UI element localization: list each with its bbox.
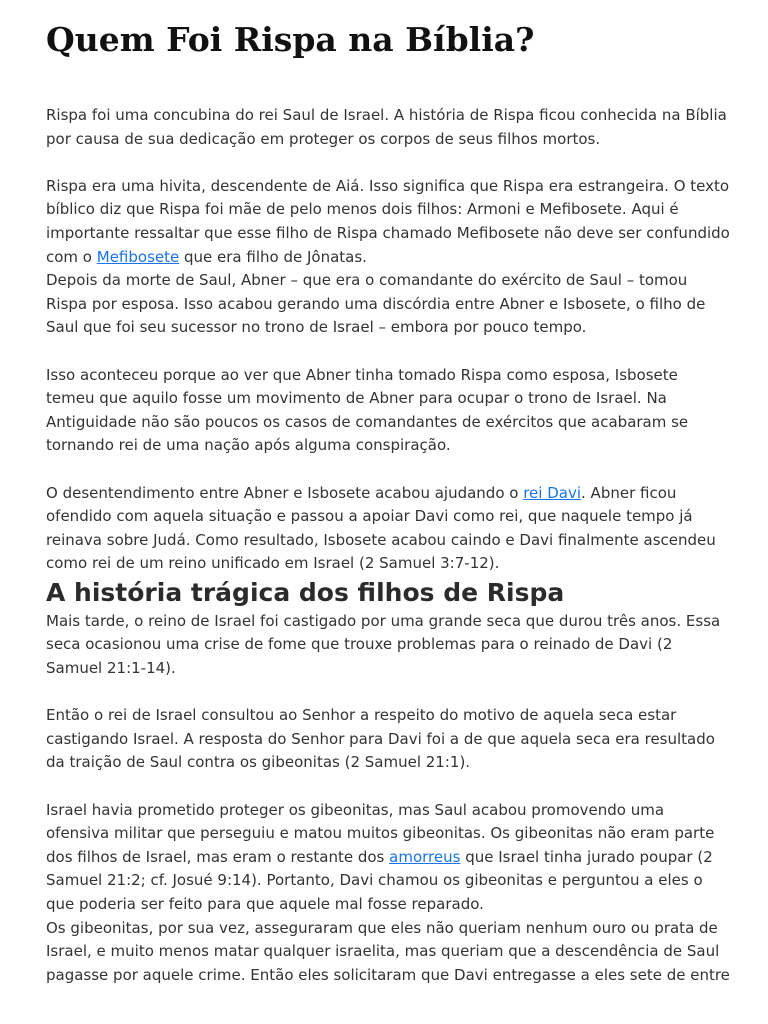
link-mefibosete[interactable]: Mefibosete [96, 247, 180, 266]
paragraph-seca: Mais tarde, o reino de Israel foi castigado por uma grande seca que durou três anos. Essa seca ocasionou uma crise de fome que trouxe problemas para o reinado de Davi (2 Samuel 21:1-14). [46, 611, 721, 678]
paragraph-davi [46, 482, 730, 576]
paragraph-gibeonitas [46, 799, 730, 917]
paragraph-descendencia: Os gibeonitas, por sua vez, asseguraram que eles não queriam nenhum ouro ou prata de Israel, e muito menos matar qualquer israelita, mas queriam que a descendência de Saul pagasse por aquele crime. Então eles solicitaram que Davi entregasse a eles sete de entre [46, 918, 730, 984]
paragraph-gibeonitas-text: Israel havia prometido proteger os gibeonitas, mas Saul acabou promovendo uma ofensiva militar que perseguiu e matou muitos gibeonitas. Os gibeonitas não eram parte dos filhos de Israel, mas eram o restante dos [46, 800, 715, 866]
link-amorreus[interactable]: amorreus [389, 847, 461, 866]
paragraph-origin-text: Rispa era uma hivita, descendente de Aiá. Isso significa que Rispa era estrangeira. O texto bíblico diz que Rispa foi mãe de pelo menos dois filhos: Armoni e Mefibosete. Aqui é importante ressaltar que esse filho de Rispa chamado Mefibosete não deve ser confundido com o [46, 176, 730, 266]
link-rei-davi[interactable]: rei Davi [523, 483, 582, 502]
paragraph-consulta: Então o rei de Israel consultou ao Senhor a respeito do motivo de aquela seca estar castigando Israel. A resposta do Senhor para Davi foi a de que aquela seca era resultado da traição de Saul contra os gibeonitas (2 Samuel 21:1). [46, 706, 715, 772]
section-heading: A história trágica dos filhos de Rispa [46, 577, 565, 607]
paragraph-intro: Rispa foi uma concubina do rei Saul de Israel. A história de Rispa ficou conhecida na Bíblia por causa de sua dedicação em proteger os corpos de seus filhos mortos. [46, 106, 727, 148]
paragraph-gibeonitas-text-end: que Israel tinha jurado poupar (2 Samuel 21:2; cf. Josué 9:14). Portanto, Davi chamou os gibeonitas e perguntou a eles o que poderia ser feito para que aquele mal fosse reparado. [46, 847, 713, 913]
paragraph-origin-text-end: que era filho de Jônatas. [179, 247, 367, 266]
paragraph-isbosete: Isso aconteceu porque ao ver que Abner tinha tomado Rispa como esposa, Isbosete temeu que aquilo fosse um movimento de Abner para ocupar o trono de Israel. Na Antiguidade não são poucos os casos de comandantes de exércitos que acabaram se tornando rei de uma nação após alguma conspiração. [46, 365, 689, 455]
paragraph-davi-text: O desentendimento entre Abner e Isbosete acabou ajudando o [46, 483, 524, 502]
paragraph-origin [46, 175, 730, 269]
page-title: Quem Foi Rispa na Bíblia? [46, 20, 535, 59]
paragraph-davi-text-end: . Abner ficou ofendido com aquela situação e passou a apoiar Davi como rei, que naquele tempo já reinava sobre Judá. Como resultado, Isbosete acabou caindo e Davi finalmente ascendeu como rei de um reino unificado em Israel (2 Samuel 3:7-12). [46, 483, 716, 573]
paragraph-abner: Depois da morte de Saul, Abner – que era o comandante do exército de Saul – tomou Rispa por esposa. Isso acabou gerando uma discórdia entre Abner e Isbosete, o filho de Saul que foi seu sucessor no trono de Israel – embora por pouco tempo. [46, 271, 706, 337]
